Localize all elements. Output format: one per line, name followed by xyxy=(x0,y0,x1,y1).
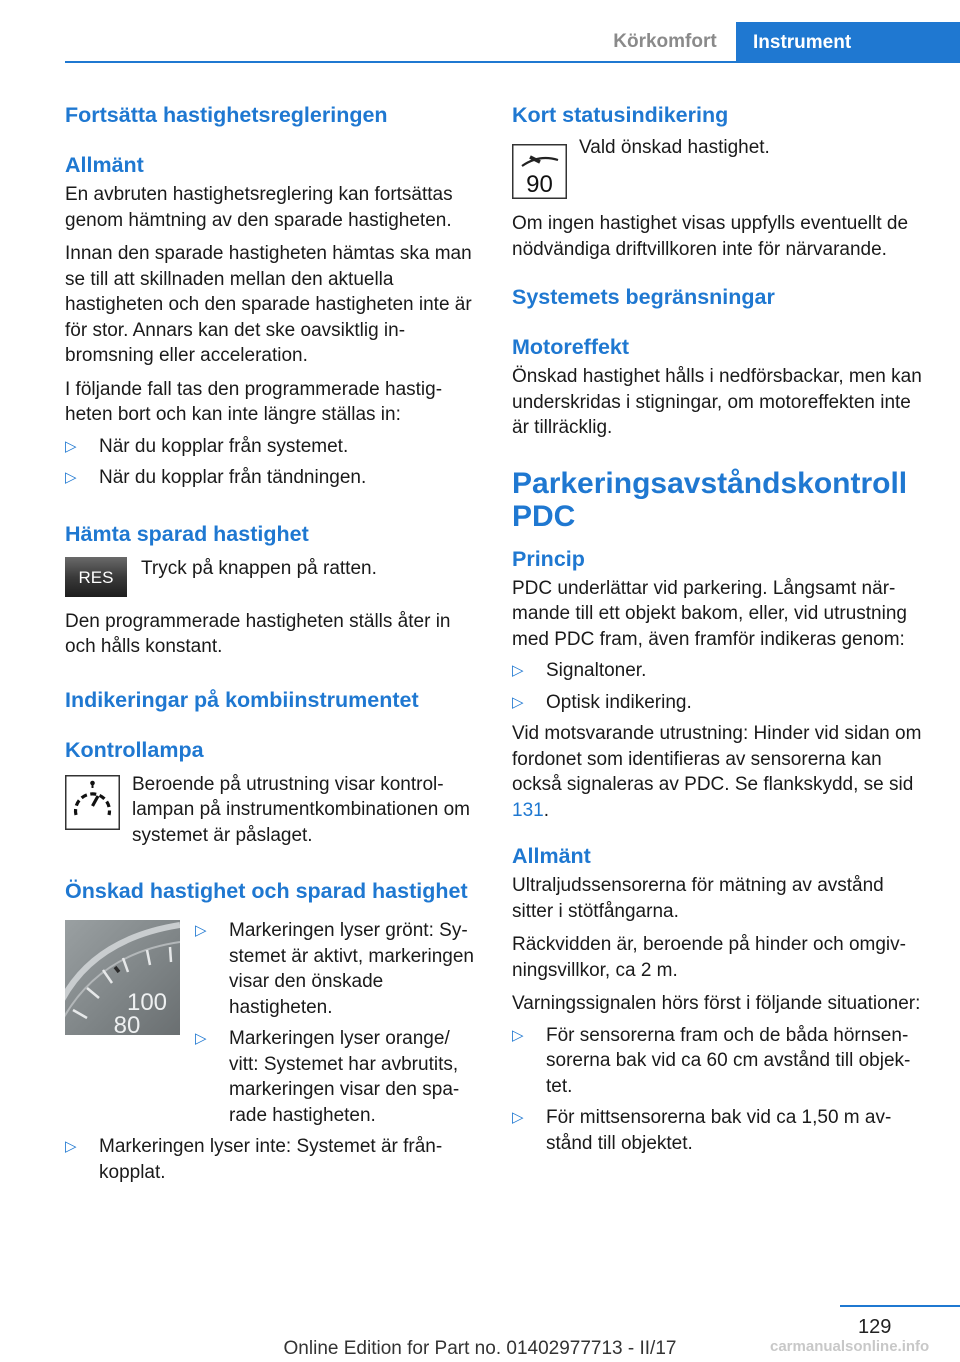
paragraph: PDC underlättar vid parkering. Långsamt närmande till ett objekt bakom, eller, vid utrustning med PDC fram, även framför indikeras genom: xyxy=(512,577,907,650)
heading-principle: Princip xyxy=(512,546,585,571)
list-item: ▷ För sensorerna fram och de båda hörnsensorerna bak vid ca 60 cm avstånd till objektet. xyxy=(512,1024,911,1097)
header-divider xyxy=(65,61,960,63)
res-button-label: RES xyxy=(78,567,114,587)
triangle-bullet-icon: ▷ xyxy=(195,922,207,939)
status-description: Vald önskad hastighet. xyxy=(579,137,770,158)
heading-general: Allmänt xyxy=(65,153,144,177)
gauge-label-100: 100 xyxy=(126,989,168,1016)
paragraph: Önskad hastighet hålls i nedförsbackar, men kan underskridas i stigningar, om motoreffekten inte är tillräcklig. xyxy=(512,366,922,438)
heading-fetch-speed: Hämta sparad hastighet xyxy=(65,521,309,546)
heading-engine-power: Motoreffekt xyxy=(512,335,630,359)
gauge-label-80: 80 xyxy=(113,1012,141,1035)
triangle-bullet-icon: ▷ xyxy=(512,1109,524,1126)
control-lamp-row xyxy=(65,772,477,849)
speed-gauge-row xyxy=(65,920,477,1128)
triangle-bullet-icon: ▷ xyxy=(512,693,524,711)
fetch-instruction: Tryck på knappen på ratten. xyxy=(141,557,377,579)
heading-pdc: Parkeringsavståndskontroll PDC xyxy=(512,466,908,533)
list-item: ▷ När du kopplar från tändningen. xyxy=(65,465,477,491)
paragraph: Vid motsvarande utrustning: Hinder vid sidan om fordonet som identifieras av sensorerna kan också signaleras av PDC. Se flankskydd, se sid 131. xyxy=(512,723,922,821)
tab-instrument[interactable]: Instrument xyxy=(736,22,960,62)
paragraph: Om ingen hastighet visas uppfylls eventuellt de nödvändiga driftvillkoren inte för närvarande. xyxy=(512,213,909,260)
bullet-list xyxy=(65,434,477,491)
heading-system-limits: Systemets begränsningar xyxy=(512,285,775,309)
speedometer-gauge-image xyxy=(65,920,180,1035)
triangle-bullet-icon: ▷ xyxy=(65,1138,77,1155)
cruise-control-lamp-icon xyxy=(65,775,120,830)
control-lamp-description: Beroende på utrustning visar kontrollampan på instrumentkombinationen om systemet är påslaget. xyxy=(132,773,470,846)
heading-general-pdc: Allmänt xyxy=(512,844,591,868)
paragraph: Den programmerade hastigheten ställs åter in och hålls konstant. xyxy=(65,610,451,657)
left-column xyxy=(65,100,477,1185)
list-item: ▷ För mittsensorerna bak vid ca 1,50 m avstånd till objektet. xyxy=(512,1107,892,1154)
paragraph: Ultraljudssensorerna för mätning av avstånd sitter i stötfångarna. xyxy=(512,875,884,922)
list-item: ▷ Markeringen lyser grönt: Systemet är aktivt, markeringen visar den önskade hastigheten. xyxy=(195,920,474,1018)
bullet-list xyxy=(195,918,477,1128)
triangle-bullet-icon: ▷ xyxy=(195,1030,207,1047)
status-row xyxy=(512,137,925,199)
triangle-bullet-icon: ▷ xyxy=(512,1026,524,1044)
footer-divider xyxy=(840,1305,960,1307)
paragraph: Varningssignalen hörs först i följande situationer: xyxy=(512,993,921,1014)
list-item: ▷ När du kopplar från systemet. xyxy=(65,434,477,460)
page-header xyxy=(0,0,960,62)
res-button-icon xyxy=(65,557,127,597)
watermark: carmanualsonline.info xyxy=(770,1338,930,1355)
footer-edition xyxy=(0,1338,960,1360)
bullet-list xyxy=(512,658,925,715)
list-item: ▷ Markeringen lyser orange/ vitt: Systemet har avbrutits, markeringen visar den sparade hastigheten. xyxy=(195,1028,460,1126)
heading-desired-speed: Önskad hastighet och sparad hastighet xyxy=(65,879,468,903)
bullet-list xyxy=(65,1134,477,1185)
list-item: ▷ Signaltoner. xyxy=(512,658,925,684)
status-icon-number: 90 xyxy=(526,171,553,198)
tab-korkomfort[interactable]: Körkomfort xyxy=(613,31,717,52)
heading-control-lamp: Kontrollampa xyxy=(65,737,204,762)
list-item: ▷ Markeringen lyser inte: Systemet är frånkopplat. xyxy=(65,1136,443,1183)
paragraph: Räckvidden är, beroende på hinder och omgivningsvillkor, ca 2 m. xyxy=(512,934,906,981)
paragraph: En avbruten hastighetsreglering kan fortsättas genom hämtning av den sparade hastigheten. xyxy=(65,184,453,231)
heading-continue: Fortsätta hastighetsregleringen xyxy=(65,103,388,127)
paragraph: I följande fall tas den programmerade hastigheten bort och kan inte längre ställas in: xyxy=(65,378,443,425)
triangle-bullet-icon: ▷ xyxy=(65,437,77,455)
triangle-bullet-icon: ▷ xyxy=(512,662,524,679)
right-column xyxy=(512,100,925,1156)
edition-text: Online Edition for Part no. 01402977713 - II/17 xyxy=(283,1338,677,1359)
bullet-list xyxy=(512,1023,925,1157)
paragraph: Innan den sparade hastigheten hämtas ska man se till att skillnaden mellan den aktuella hastigheten och den sparade hastigheten inte är för stor. Annars kan det ske oavsiktlig inbromsning eller acceleration. xyxy=(65,243,472,366)
page-number: 129 xyxy=(858,1316,892,1338)
res-button-row xyxy=(65,556,477,597)
list-item: ▷ Optisk indikering. xyxy=(512,690,925,716)
triangle-bullet-icon: ▷ xyxy=(65,469,77,486)
page-reference-link[interactable]: 131 xyxy=(512,799,544,821)
heading-status: Kort statusindikering xyxy=(512,103,729,127)
heading-indications: Indikeringar på kombiinstrumentet xyxy=(65,687,419,712)
speed-status-icon xyxy=(512,144,567,199)
